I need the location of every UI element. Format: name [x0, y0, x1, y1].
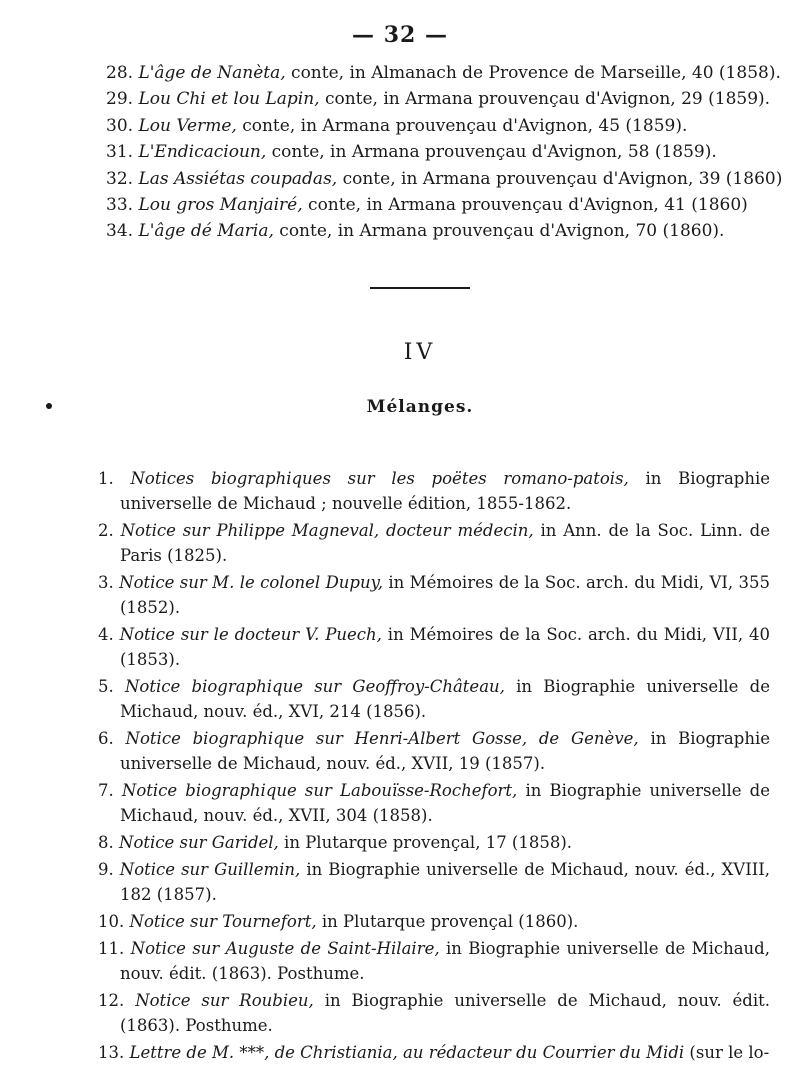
item-title: Notice sur Guillemin, [119, 860, 301, 879]
item-details: conte, in Armana prouvençau d'Avignon, 41 (1860) [302, 195, 748, 216]
item-number: 13. [98, 1043, 125, 1062]
item-number: 8. [98, 833, 114, 852]
item-details: in Mémoires de la Soc. arch. du Midi, VI, 355 (1852). [120, 573, 771, 617]
item-title: L'âge de Nanèta, [138, 63, 286, 83]
item-number: 32. [106, 168, 134, 189]
list-item [98, 936, 770, 986]
section-divider [370, 287, 470, 289]
item-details: in Biographie universelle de Michaud, nouv. éd., XVII, 304 (1858). [120, 781, 770, 825]
item-title: Notice sur Roubieu, [135, 991, 314, 1010]
item-details: conte, in Armana prouvençau d'Avignon, 45 (1859). [236, 115, 688, 136]
list-item [98, 570, 771, 620]
item-details: in Mémoires de la Soc. arch. du Midi, VII, 40 (1853). [120, 625, 770, 669]
item-details: conte, in Armana prouvençau d'Avignon, 39 (1860) [337, 168, 783, 189]
item-number: 33. [106, 195, 134, 216]
list-item [98, 466, 771, 516]
section-title: IV [403, 340, 437, 365]
item-title: Notice biographique sur Labouïsse-Rochefort, [121, 781, 518, 800]
item-title: Notice biographique sur Henri-Albert Gosse, de Genève, [125, 729, 639, 748]
item-title: L'âge dé Maria, [138, 221, 274, 242]
list-item [98, 988, 771, 1038]
item-title: Notice sur Auguste de Saint-Hilaire, [130, 939, 440, 958]
list-item [106, 139, 776, 165]
subsection-title: Mélanges. [366, 397, 474, 417]
item-title: Notice biographique sur Geoffroy-Château, [124, 677, 505, 696]
item-details: in Biographie universelle de Michaud, nouv. éd., XVII, 19 (1857). [120, 729, 770, 773]
item-number: 11. [98, 939, 125, 958]
item-details: in Plutarque provençal (1860). [316, 912, 579, 931]
item-title: Notice sur Tournefort, [129, 912, 317, 931]
item-details: in Biographie universelle de Michaud, nouv. éd., XVI, 214 (1856). [120, 677, 770, 721]
item-title: Lou Chi et lou Lapin, [138, 89, 320, 110]
item-details: (sur le lo- [684, 1043, 770, 1062]
list-item [106, 113, 776, 139]
item-details: in Biographie universelle de Michaud, nouv. éd., XVIII, 182 (1857). [120, 860, 770, 904]
item-number: 31. [106, 142, 134, 163]
item-number: 3. [98, 573, 114, 592]
item-title: Notices biographiques sur les poëtes romano-patois, [130, 469, 629, 488]
list-item [98, 830, 770, 855]
item-title: Las Assiétas coupadas, [138, 168, 338, 189]
item-details: conte, in Armana prouvençau d'Avignon, 70 (1860). [273, 221, 725, 242]
page-number: — 32 — [352, 22, 448, 48]
list-item [98, 857, 770, 907]
list-item [98, 909, 770, 934]
item-title: L'Endicacioun, [138, 142, 267, 163]
item-number: 12. [98, 991, 125, 1010]
list-item [98, 622, 770, 672]
item-number: 9. [98, 860, 114, 879]
list-item [98, 726, 770, 776]
list-item [98, 1040, 770, 1065]
item-details: in Ann. de la Soc. Linn. de Paris (1825). [120, 521, 770, 565]
item-details: in Biographie universelle de Michaud ; nouvelle édition, 1855-1862. [120, 469, 771, 513]
list-item [98, 778, 770, 828]
item-number: 10. [98, 912, 125, 931]
item-number: 29. [106, 89, 134, 110]
item-number: 6. [98, 729, 114, 748]
item-number: 34. [106, 221, 134, 242]
contes-list [106, 60, 783, 245]
item-number: 7. [98, 781, 114, 800]
item-number: 1. [98, 469, 114, 488]
melanges-list [98, 466, 770, 1067]
item-title: Notice sur Philippe Magneval, docteur médecin, [120, 521, 534, 540]
item-number: 5. [98, 677, 114, 696]
item-number: 30. [106, 115, 134, 136]
item-number: 4. [98, 625, 114, 644]
item-title: Notice sur Garidel, [119, 833, 279, 852]
item-number: 28. [106, 63, 134, 83]
item-title: Lou gros Manjairé, [138, 195, 303, 216]
item-details: conte, in Almanach de Provence de Marseille, 40 (1858). [285, 63, 781, 83]
item-details: in Biographie universelle de Michaud, nouv. édit. (1863). Posthume. [120, 991, 771, 1035]
item-number: 2. [98, 521, 114, 540]
item-details: in Plutarque provençal, 17 (1858). [278, 833, 573, 852]
list-item [106, 86, 776, 112]
item-title: Notice sur le docteur V. Puech, [119, 625, 382, 644]
list-item [106, 166, 783, 192]
list-item [98, 518, 770, 568]
item-title: Lettre de M. ***, de Christiania, au rédacteur du Courrier du Midi [129, 1043, 685, 1062]
list-item [106, 192, 776, 218]
item-details: conte, in Armana prouvençau d'Avignon, 29 (1859). [319, 89, 771, 110]
item-details: in Biographie universelle de Michaud, nouv. édit. (1863). Posthume. [120, 939, 770, 983]
item-details: conte, in Armana prouvençau d'Avignon, 58 (1859). [266, 142, 717, 163]
item-title: Lou Verme, [138, 115, 237, 136]
list-item [98, 674, 770, 724]
item-title: Notice sur M. le colonel Dupuy, [119, 573, 383, 592]
list-item [106, 60, 781, 86]
list-item [106, 218, 776, 244]
